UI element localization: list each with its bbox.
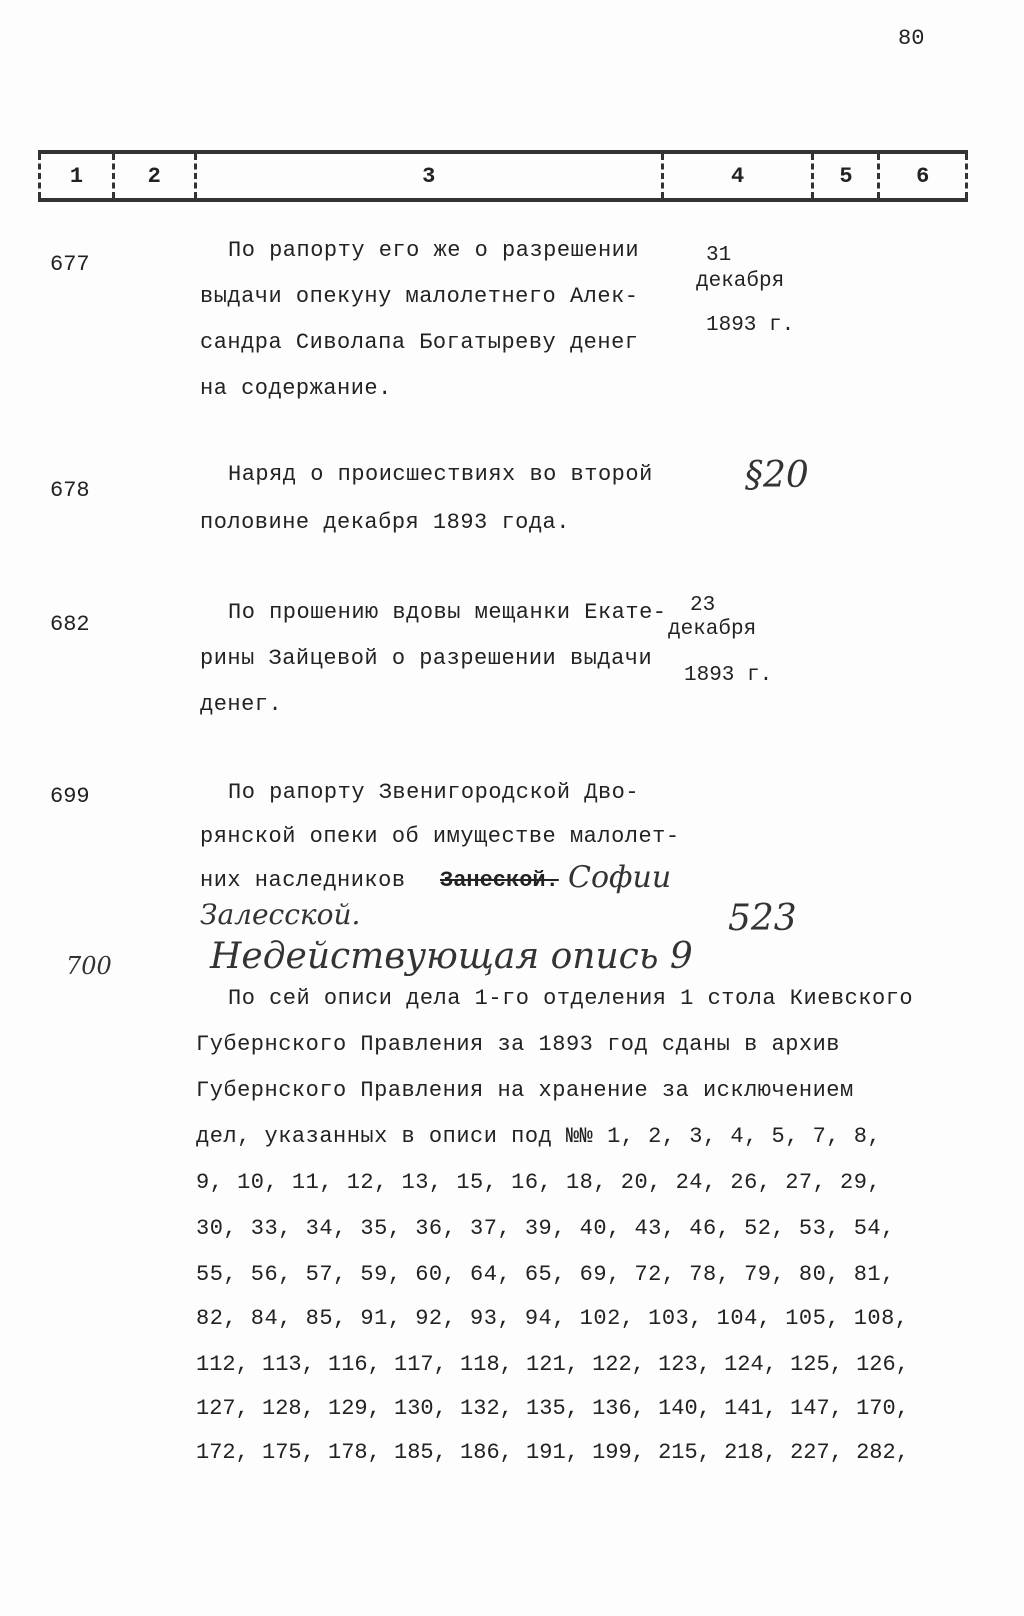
handwritten-correction: Залесской. [200,898,361,931]
handwritten-entry-number: 700 [66,952,112,980]
column-header: 3 [194,154,661,198]
handwritten-entry-text: Недействующая опись 9 [210,936,693,977]
entry-text-line: Наряд о происшествиях во второй [228,462,653,487]
entry-date-day: 23 [690,594,716,617]
column-header: 1 [38,154,112,198]
closing-text-line: 55, 56, 57, 59, 60, 64, 65, 69, 72, 78, 79, 80, 81, [196,1262,895,1287]
closing-text-line: 82, 84, 85, 91, 92, 93, 94, 102, 103, 104, 105, 108, [196,1306,909,1331]
entry-text-line: рины Зайцевой о разрешении выдачи [200,646,653,671]
closing-text-line: 172, 175, 178, 185, 186, 191, 199, 215, 218, 227, 282, [196,1440,909,1465]
handwritten-annotation: 523 [728,898,797,939]
closing-text-line: 9, 10, 11, 12, 13, 15, 16, 18, 20, 24, 26, 27, 29, [196,1170,882,1195]
entry-date-month: декабря [668,618,757,641]
column-header: 2 [112,154,194,198]
closing-text-line: По сей описи дела 1-го отделения 1 стола Киевского [228,986,914,1011]
entry-text-line: половине декабря 1893 года. [200,510,570,535]
entry-date-year: 1893 г. [706,314,795,337]
entry-number: 682 [50,612,90,637]
entry-number: 678 [50,478,90,503]
column-header: 6 [877,154,968,198]
column-header: 4 [661,154,812,198]
entry-number: 699 [50,784,90,809]
entry-text-line: на содержание. [200,376,392,401]
entry-text-line: сандра Сиволапа Богатыреву денег [200,330,639,355]
column-header: 5 [811,154,877,198]
entry-text-line: По прошению вдовы мещанки Екате- [228,600,667,625]
entry-text-line: рянской опеки об имуществе малолет- [200,824,680,849]
column-header-row [38,150,968,202]
closing-text-line: 30, 33, 34, 35, 36, 37, 39, 40, 43, 46, 52, 53, 54, [196,1216,895,1241]
entry-text-line: денег. [200,692,283,717]
entry-number: 677 [50,252,90,277]
page-number: 80 [898,26,925,51]
entry-date-day: 31 [706,244,732,267]
closing-text-line: Губернского Правления за 1893 год сданы в архив [196,1032,841,1057]
entry-text-line: По рапорту его же о разрешении [228,238,640,263]
closing-text-line: 112, 113, 116, 117, 118, 121, 122, 123, 124, 125, 126, [196,1352,909,1377]
entry-date-year: 1893 г. [684,664,773,687]
closing-text-line: дел, указанных в описи под №№ 1, 2, 3, 4, 5, 7, 8, [196,1124,882,1149]
entry-text-line: выдачи опекуну малолетнего Алек- [200,284,639,309]
entry-text-line: них наследников [200,868,406,893]
entry-text-line: По рапорту Звенигородской Дво- [228,780,640,805]
entry-date-month: декабря [696,270,785,293]
closing-text-line: Губернского Правления на хранение за исключением [196,1078,854,1103]
closing-text-line: 127, 128, 129, 130, 132, 135, 136, 140, 141, 147, 170, [196,1396,909,1421]
handwritten-annotation: §20 [745,455,809,496]
struck-text: Занеской. [440,868,559,893]
handwritten-correction: Софии [568,860,672,895]
